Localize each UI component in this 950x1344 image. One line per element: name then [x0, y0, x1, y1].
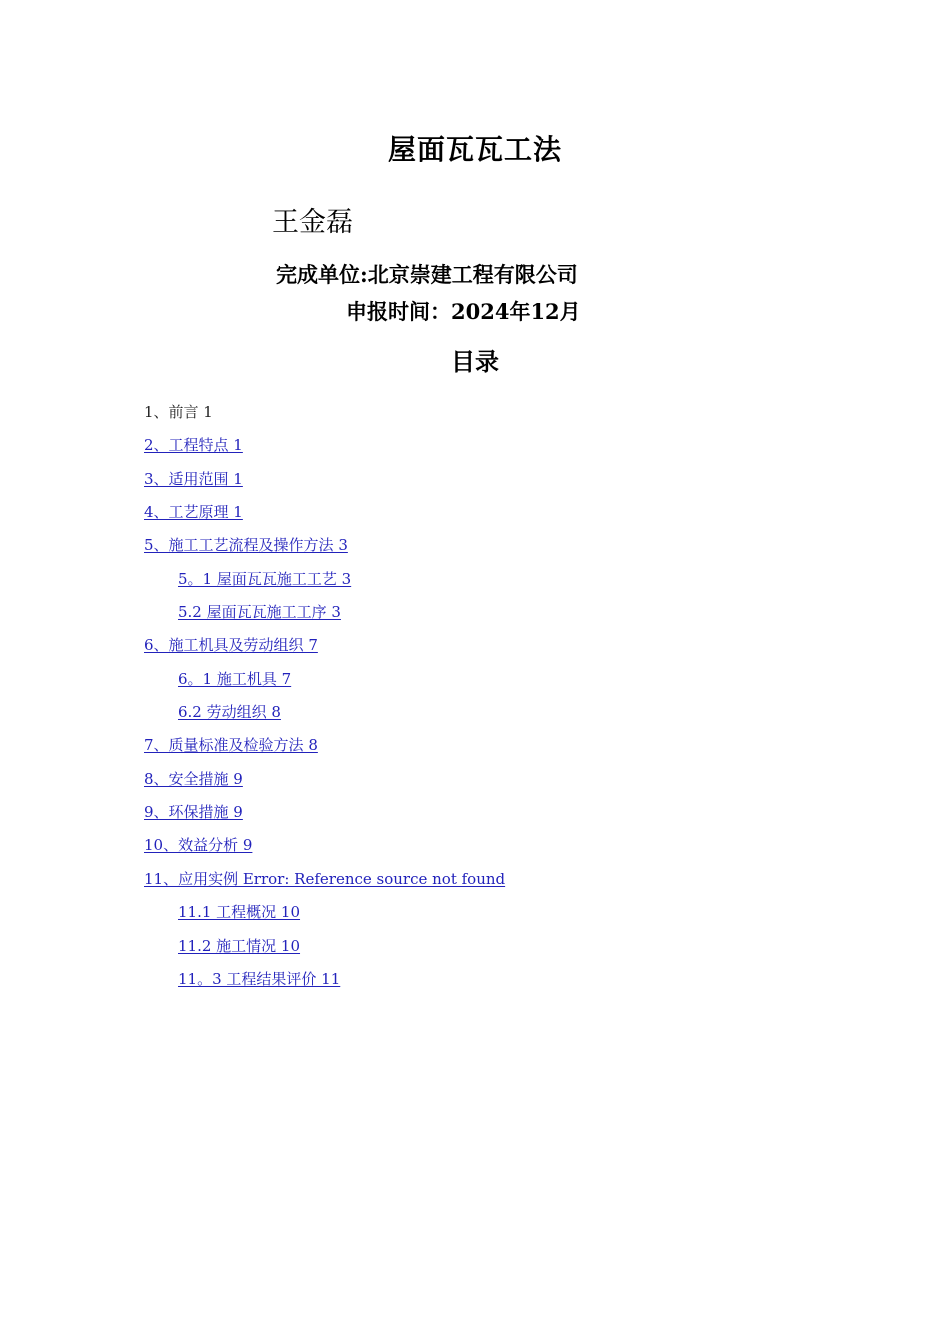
toc-heading: 目录 [451, 347, 499, 376]
toc-item[interactable] [0, 530, 950, 563]
toc-item[interactable] [0, 864, 950, 897]
toc-link[interactable]: 6.2 劳动组织 8 [178, 703, 281, 722]
toc-link[interactable]: 5、施工工艺流程及操作方法 3 [144, 536, 348, 555]
toc-link[interactable]: 5.2 屋面瓦瓦施工工序 3 [178, 603, 341, 622]
toc-link[interactable]: 11。3 工程结果评价 11 [178, 969, 341, 988]
toc-link[interactable]: 5。1 屋面瓦瓦施工工艺 3 [178, 569, 352, 588]
document-title: 屋面瓦瓦工法 [387, 133, 562, 166]
toc-link[interactable]: 2、工程特点 1 [144, 436, 243, 455]
toc-item[interactable] [0, 764, 950, 797]
toc-link[interactable]: 6、施工机具及劳动组织 7 [144, 636, 318, 655]
toc-item[interactable] [0, 697, 950, 730]
author-name: 王金磊 [272, 207, 353, 238]
toc-link[interactable]: 11、应用实例 Error: Reference source not found [144, 869, 506, 888]
toc-item[interactable] [0, 664, 950, 697]
toc-item[interactable] [0, 597, 950, 630]
toc-item[interactable] [0, 464, 950, 497]
toc-link[interactable]: 6。1 施工机具 7 [178, 669, 292, 688]
toc-link[interactable]: 11.2 施工情况 10 [178, 936, 301, 955]
toc-link[interactable]: 3、适用范围 1 [144, 469, 243, 488]
toc-item[interactable] [0, 931, 950, 964]
toc-item[interactable] [0, 830, 950, 863]
toc-item[interactable] [0, 964, 950, 997]
submission-date: 申报时间：2024年12月 [346, 299, 581, 324]
toc-item[interactable] [0, 797, 950, 830]
table-of-contents [0, 397, 950, 997]
toc-link[interactable]: 10、效益分析 9 [144, 836, 253, 855]
toc-link[interactable]: 9、环保措施 9 [144, 803, 243, 822]
toc-item[interactable] [0, 564, 950, 597]
organization-line: 完成单位:北京崇建工程有限公司 [276, 262, 578, 287]
toc-item [0, 397, 950, 430]
toc-link[interactable]: 4、工艺原理 1 [144, 503, 243, 522]
toc-entry-text: 1、前言 1 [144, 403, 213, 421]
toc-item[interactable] [0, 630, 950, 663]
toc-item[interactable] [0, 430, 950, 463]
toc-item[interactable] [0, 730, 950, 763]
toc-item[interactable] [0, 897, 950, 930]
toc-link[interactable]: 11.1 工程概况 10 [178, 903, 301, 922]
toc-item[interactable] [0, 497, 950, 530]
toc-link[interactable]: 7、质量标准及检验方法 8 [144, 736, 318, 755]
toc-link[interactable]: 8、安全措施 9 [144, 769, 243, 788]
